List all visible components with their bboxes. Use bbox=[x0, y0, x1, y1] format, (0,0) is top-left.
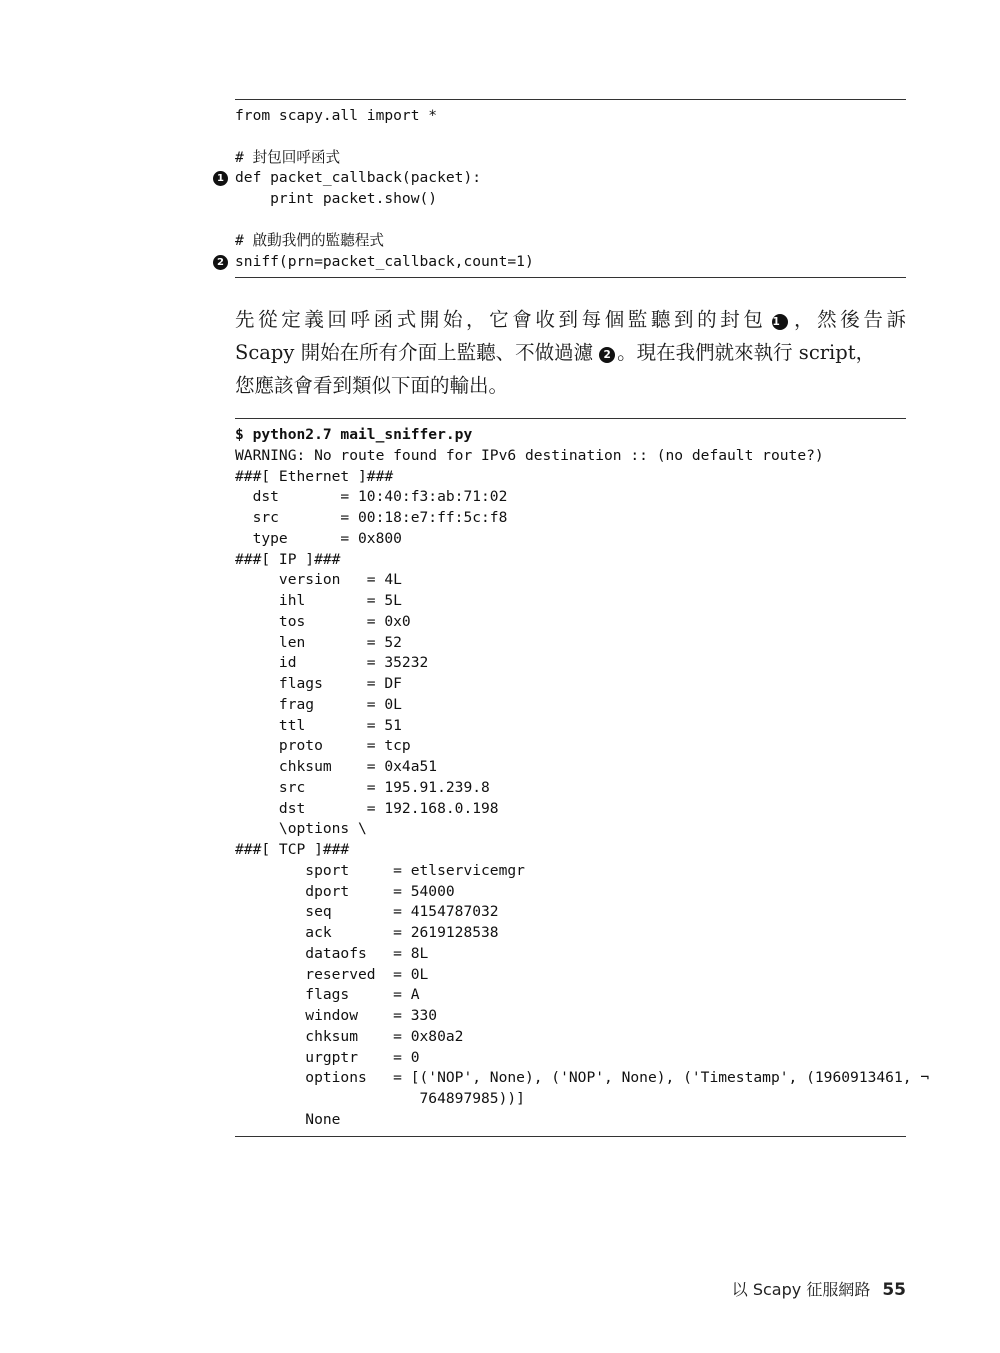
code-line bbox=[235, 819, 367, 839]
code-line-text: options = [('NOP', None), ('NOP', None), ('Timestamp', (1960913461, ¬ bbox=[235, 1069, 930, 1087]
code-line bbox=[235, 695, 402, 715]
paragraph-text: Scapy 開始在所有介面上監聽、不做過濾 bbox=[235, 341, 594, 364]
code-line-text: version = 4L bbox=[235, 571, 402, 589]
callout-marker-1: 1 bbox=[772, 314, 788, 330]
code-line bbox=[235, 550, 340, 570]
code-line bbox=[235, 467, 393, 487]
code-line-text: chksum = 0x4a51 bbox=[235, 758, 438, 775]
code-line-text: ihl = 5L bbox=[235, 592, 402, 609]
code-line bbox=[235, 757, 437, 777]
code-line bbox=[235, 189, 437, 209]
code-line bbox=[235, 591, 402, 611]
code-line bbox=[235, 529, 402, 549]
code-line bbox=[235, 508, 507, 528]
code-line-text: urgptr = 0 bbox=[235, 1048, 420, 1066]
code-line bbox=[235, 1110, 340, 1130]
code-line-text: from scapy.all import * bbox=[235, 107, 438, 124]
paragraph-line-2 bbox=[235, 336, 906, 369]
paragraph-text: 。現在我們就來執行 script， bbox=[617, 341, 876, 364]
code-line-text: type = 0x800 bbox=[235, 529, 402, 547]
code-line bbox=[235, 612, 411, 632]
code-line-text: dst = 10:40:f3:ab:71:02 bbox=[235, 488, 508, 506]
code-line bbox=[235, 231, 384, 251]
code-line-text: sport = etlservicemgr bbox=[235, 861, 525, 879]
paragraph-line-1 bbox=[235, 303, 906, 336]
code-line-text: $ python2.7 mail_sniffer.py bbox=[235, 426, 473, 443]
code-line bbox=[235, 487, 507, 507]
callout-marker-1: 1 bbox=[213, 171, 228, 186]
code-block-bottom-rule bbox=[235, 277, 906, 278]
code-line-text: ###[ IP ]### bbox=[235, 550, 341, 568]
code-line bbox=[235, 1006, 437, 1026]
code-line-text: reserved = 0L bbox=[235, 965, 429, 983]
code-block-top-rule bbox=[235, 99, 906, 100]
code-line bbox=[235, 1068, 929, 1088]
code-line-text: dataofs = 8L bbox=[235, 944, 429, 962]
code-line bbox=[235, 570, 402, 590]
code-line bbox=[235, 633, 402, 653]
code-line-text: tos = 0x0 bbox=[235, 612, 411, 630]
code-line bbox=[235, 106, 437, 126]
code-line bbox=[217, 168, 482, 188]
code-line-text: dst = 192.168.0.198 bbox=[235, 799, 499, 817]
code-line-text: len = 52 bbox=[235, 633, 402, 651]
code-line-text: seq = 4154787032 bbox=[235, 903, 499, 921]
code-line bbox=[235, 923, 499, 943]
code-line bbox=[235, 840, 349, 860]
code-line-text: ttl = 51 bbox=[235, 716, 402, 734]
code-line bbox=[235, 425, 472, 445]
body-paragraph bbox=[235, 303, 906, 402]
code-line bbox=[235, 882, 455, 902]
output-block-bottom-rule bbox=[235, 1136, 906, 1137]
code-line-text: WARNING: No route found for IPv6 destination :: (no default route?) bbox=[235, 446, 824, 464]
code-line-text: ack = 2619128538 bbox=[235, 924, 499, 941]
code-line bbox=[235, 1027, 463, 1047]
output-block-top-rule bbox=[235, 418, 906, 419]
code-line bbox=[235, 778, 490, 798]
code-line-text: window = 330 bbox=[235, 1007, 438, 1024]
code-line-text: src = 00:18:e7:ff:5c:f8 bbox=[235, 509, 508, 526]
code-line bbox=[235, 965, 428, 985]
code-line-text: # 封包回呼函式 bbox=[235, 148, 341, 166]
code-line bbox=[235, 902, 499, 922]
code-line-text: src = 195.91.239.8 bbox=[235, 778, 490, 796]
code-line bbox=[235, 674, 402, 694]
code-line bbox=[235, 861, 525, 881]
paragraph-line-3: 您應該會看到類似下面的輸出。 bbox=[235, 374, 509, 397]
code-line bbox=[235, 985, 420, 1005]
code-line-text: dport = 54000 bbox=[235, 882, 455, 900]
code-line-text: frag = 0L bbox=[235, 695, 402, 713]
code-line-text: \options \ bbox=[235, 820, 367, 838]
code-line bbox=[235, 944, 428, 964]
code-line-text: 764897985))] bbox=[235, 1090, 525, 1107]
code-line bbox=[235, 1089, 525, 1109]
code-line-text: None bbox=[235, 1110, 341, 1128]
code-line-text: flags = DF bbox=[235, 675, 402, 692]
code-line-text: ###[ Ethernet ]### bbox=[235, 467, 394, 485]
code-line bbox=[235, 799, 499, 819]
code-line bbox=[235, 736, 411, 756]
code-line-text: flags = A bbox=[235, 986, 420, 1004]
page-number: 55 bbox=[882, 1280, 906, 1300]
code-line-text: def packet_callback(packet): bbox=[235, 169, 482, 187]
code-line bbox=[217, 252, 534, 272]
code-line bbox=[235, 446, 824, 466]
code-line-text: chksum = 0x80a2 bbox=[235, 1027, 464, 1045]
code-line bbox=[235, 653, 428, 673]
code-line bbox=[235, 1048, 420, 1068]
code-line-text: print packet.show() bbox=[235, 190, 438, 208]
paragraph-text: ，然後告訴 bbox=[790, 308, 906, 331]
code-line-text: proto = tcp bbox=[235, 737, 411, 755]
code-line-text: id = 35232 bbox=[235, 654, 429, 672]
running-title: 以 Scapy 征服網路 bbox=[731, 1280, 871, 1299]
callout-marker-2: 2 bbox=[599, 347, 615, 363]
code-line-text: sniff(prn=packet_callback,count=1) bbox=[235, 252, 534, 270]
code-line-text: ###[ TCP ]### bbox=[235, 841, 350, 858]
code-line bbox=[235, 148, 340, 168]
code-line-text: # 啟動我們的監聽程式 bbox=[235, 231, 384, 249]
page-footer bbox=[732, 1277, 906, 1300]
code-line bbox=[235, 716, 402, 736]
callout-marker-2: 2 bbox=[213, 255, 228, 270]
paragraph-text: 先從定義回呼函式開始，它會收到每個監聽到的封包 bbox=[235, 308, 767, 331]
